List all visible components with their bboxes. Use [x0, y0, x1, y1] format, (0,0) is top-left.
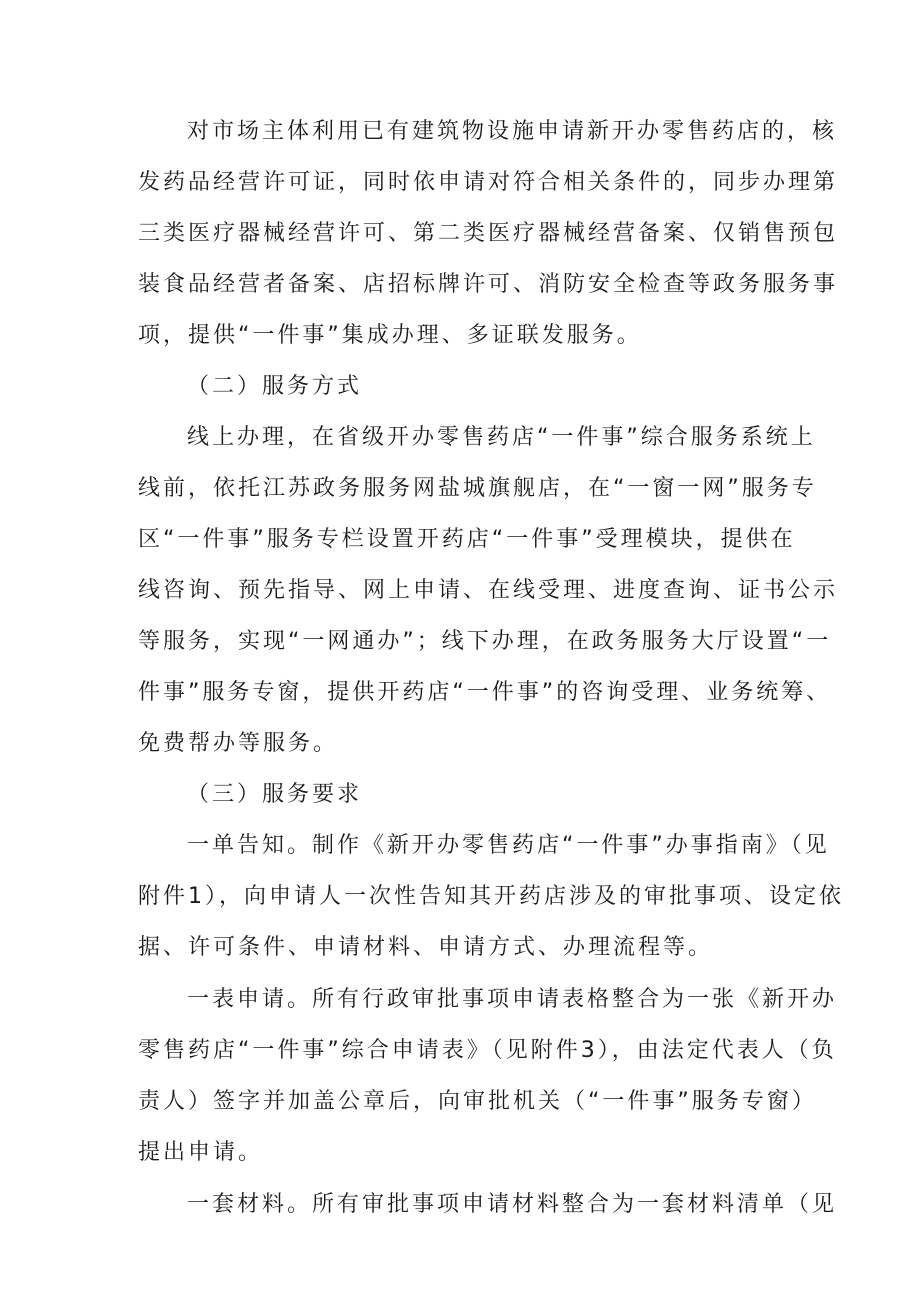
paragraph-1-line-3: 三类医疗器械经营许可、第二类医疗器械经营备案、仅销售预包: [138, 221, 839, 246]
paragraph-3-line-2: 附件1），向申请人一次性告知其开药店涉及的审批事项、设定依: [138, 884, 844, 909]
section-heading-service-requirements: （三）服务要求: [187, 782, 363, 807]
paragraph-1-line-1: 对市场主体利用已有建筑物设施申请新开办零售药店的，核: [187, 119, 838, 144]
paragraph-2-line-3: 区“一件事”服务专栏设置开药店“一件事”受理模块，提供在: [138, 527, 796, 552]
paragraph-2-line-4: 线咨询、预先指导、网上申请、在线受理、进度查询、证书公示: [138, 578, 839, 603]
section-heading-service-method: （二）服务方式: [187, 374, 363, 399]
paragraph-2-line-7: 免费帮办等服务。: [138, 731, 339, 756]
paragraph-4-line-1: 一表申请。所有行政审批事项申请表格整合为一张《新开办: [187, 987, 838, 1012]
paragraph-4-line-3: 责人）签字并加盖公章后，向审批机关（“一件事”服务专窗）: [138, 1089, 817, 1114]
paragraph-2-line-1: 线上办理，在省级开办零售药店“一件事”综合服务系统上: [187, 425, 816, 450]
paragraph-4-line-2: 零售药店“一件事”综合申请表》（见附件3），由法定代表人（负: [138, 1038, 837, 1063]
paragraph-2-line-6: 件事”服务专窗，提供开药店“一件事”的咨询受理、业务统筹、: [138, 680, 832, 705]
paragraph-1-line-2: 发药品经营许可证，同时依申请对符合相关条件的，同步办理第: [138, 170, 839, 195]
paragraph-1-line-4: 装食品经营者备案、店招标牌许可、消防安全检查等政务服务事: [138, 272, 839, 297]
paragraph-2-line-5: 等服务，实现“一网通办”；线下办理，在政务服务大厅设置“一: [138, 629, 832, 654]
paragraph-3-line-3: 据、许可条件、申请材料、申请方式、办理流程等。: [138, 935, 714, 960]
paragraph-4-line-4: 提出申请。: [138, 1140, 264, 1165]
paragraph-5-line-1: 一套材料。所有审批事项申请材料整合为一套材料清单（见: [187, 1192, 838, 1217]
paragraph-2-line-2: 线前，依托江苏政务服务网盐城旗舰店，在“一窗一网”服务专: [138, 476, 817, 501]
paragraph-3-line-1: 一单告知。制作《新开办零售药店“一件事”办事指南》（见: [187, 833, 830, 858]
paragraph-1-line-5: 项，提供“一件事”集成办理、多证联发服务。: [138, 323, 642, 348]
